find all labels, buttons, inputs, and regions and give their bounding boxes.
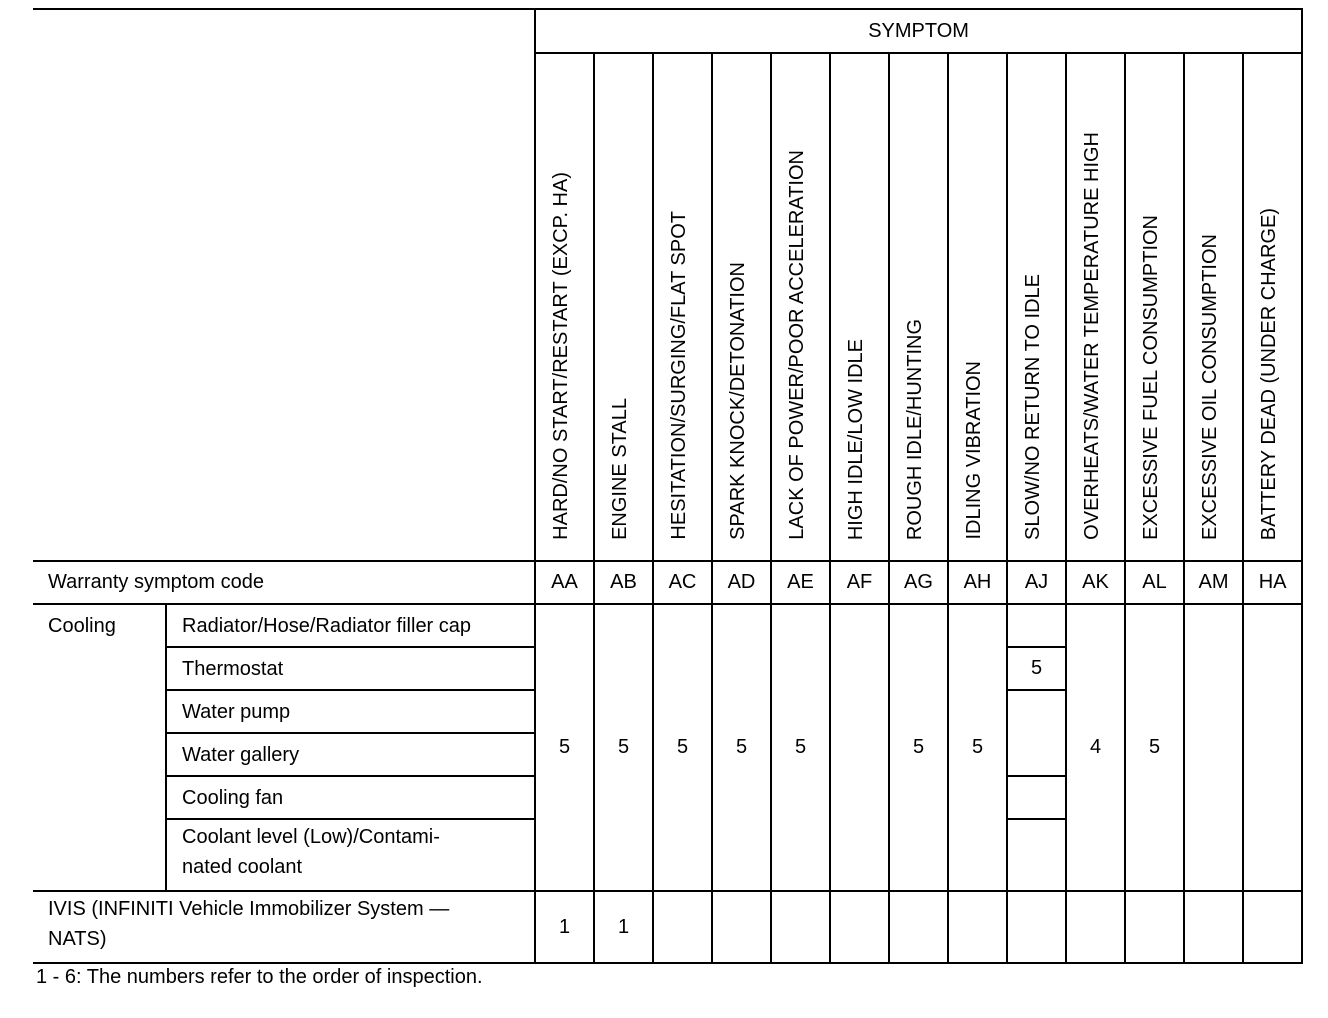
symptom-column-header [594,53,653,561]
symptom-code: AM [1184,561,1243,604]
ivis-value [948,891,1007,963]
symptom-code: AB [594,561,653,604]
cooling-value [830,604,889,891]
ivis-value [889,891,948,963]
symptom-code: AJ [1007,561,1066,604]
ivis-value [771,891,830,963]
symptom-name: HARD/NO START/RESTART (EXCP. HA) [550,172,572,540]
cooling-item: Water gallery [166,733,535,776]
cooling-value: 5 [1007,647,1066,690]
corner-cell [33,9,535,561]
table-row [33,891,1302,963]
symptom-code: AF [830,561,889,604]
footnote: 1 - 6: The numbers refer to the order of inspection. [36,966,483,988]
cooling-value [1243,604,1302,891]
symptom-column-header [1007,53,1066,561]
warranty-label: Warranty symptom code [33,561,535,604]
symptom-code: AK [1066,561,1125,604]
symptom-code: AL [1125,561,1184,604]
cooling-value [1184,604,1243,891]
symptom-code: AA [535,561,594,604]
symptom-column-header [1125,53,1184,561]
symptom-header: SYMPTOM [535,9,1302,53]
table-row [33,604,1302,647]
cooling-label: Cooling [33,604,166,891]
cooling-value: 5 [712,604,771,891]
ivis-value [1007,891,1066,963]
cooling-item: Thermostat [166,647,535,690]
cooling-value: 5 [1125,604,1184,891]
symptom-column-header [712,53,771,561]
symptom-column-header [889,53,948,561]
symptom-name: ROUGH IDLE/HUNTING [904,318,926,540]
symptom-column-header [653,53,712,561]
ivis-value [1125,891,1184,963]
table-row [33,561,1302,604]
symptom-name: EXCESSIVE OIL CONSUMPTION [1199,234,1221,540]
symptom-code: AE [771,561,830,604]
symptom-code: AG [889,561,948,604]
symptom-code: AC [653,561,712,604]
ivis-value [1184,891,1243,963]
ivis-value: 1 [594,891,653,963]
symptom-column-header [1243,53,1302,561]
ivis-value [712,891,771,963]
symptom-column-header [1184,53,1243,561]
symptom-name: ENGINE STALL [609,398,631,540]
cooling-value: 5 [653,604,712,891]
table-row [33,9,1302,53]
symptom-column-header [1066,53,1125,561]
symptom-name: EXCESSIVE FUEL CONSUMPTION [1140,215,1162,540]
symptom-column-header [771,53,830,561]
symptom-name: LACK OF POWER/POOR ACCELERATION [786,150,808,540]
ivis-value [830,891,889,963]
symptom-name: IDLING VIBRATION [963,361,985,540]
cooling-value [1007,776,1066,819]
cooling-value: 5 [535,604,594,891]
cooling-value: 5 [594,604,653,891]
symptom-column-header [948,53,1007,561]
symptom-name: OVERHEATS/WATER TEMPERATURE HIGH [1081,132,1103,540]
ivis-value [1243,891,1302,963]
cooling-item: Coolant level (Low)/Contami- nated coolant [166,819,535,891]
symptom-name: SLOW/NO RETURN TO IDLE [1022,274,1044,540]
ivis-value [653,891,712,963]
cooling-value: 5 [771,604,830,891]
cooling-value: 5 [948,604,1007,891]
cooling-item: Cooling fan [166,776,535,819]
ivis-value: 1 [535,891,594,963]
symptom-name: BATTERY DEAD (UNDER CHARGE) [1258,207,1280,540]
ivis-value [1066,891,1125,963]
symptom-table [33,8,1303,964]
cooling-value: 5 [889,604,948,891]
cooling-value [1007,690,1066,776]
symptom-name: HIGH IDLE/LOW IDLE [845,338,867,540]
cooling-value [1007,819,1066,891]
symptom-code: AD [712,561,771,604]
cooling-item: Water pump [166,690,535,733]
cooling-value: 4 [1066,604,1125,891]
symptom-column-header [535,53,594,561]
symptom-name: HESITATION/SURGING/FLAT SPOT [668,211,690,540]
symptom-column-header [830,53,889,561]
ivis-label: IVIS (INFINITI Vehicle Immobilizer System — NATS) [33,891,535,963]
symptom-code: AH [948,561,1007,604]
symptom-name: SPARK KNOCK/DETONATION [727,262,749,540]
symptom-code: HA [1243,561,1302,604]
cooling-item: Radiator/Hose/Radiator filler cap [166,604,535,647]
cooling-value [1007,604,1066,647]
